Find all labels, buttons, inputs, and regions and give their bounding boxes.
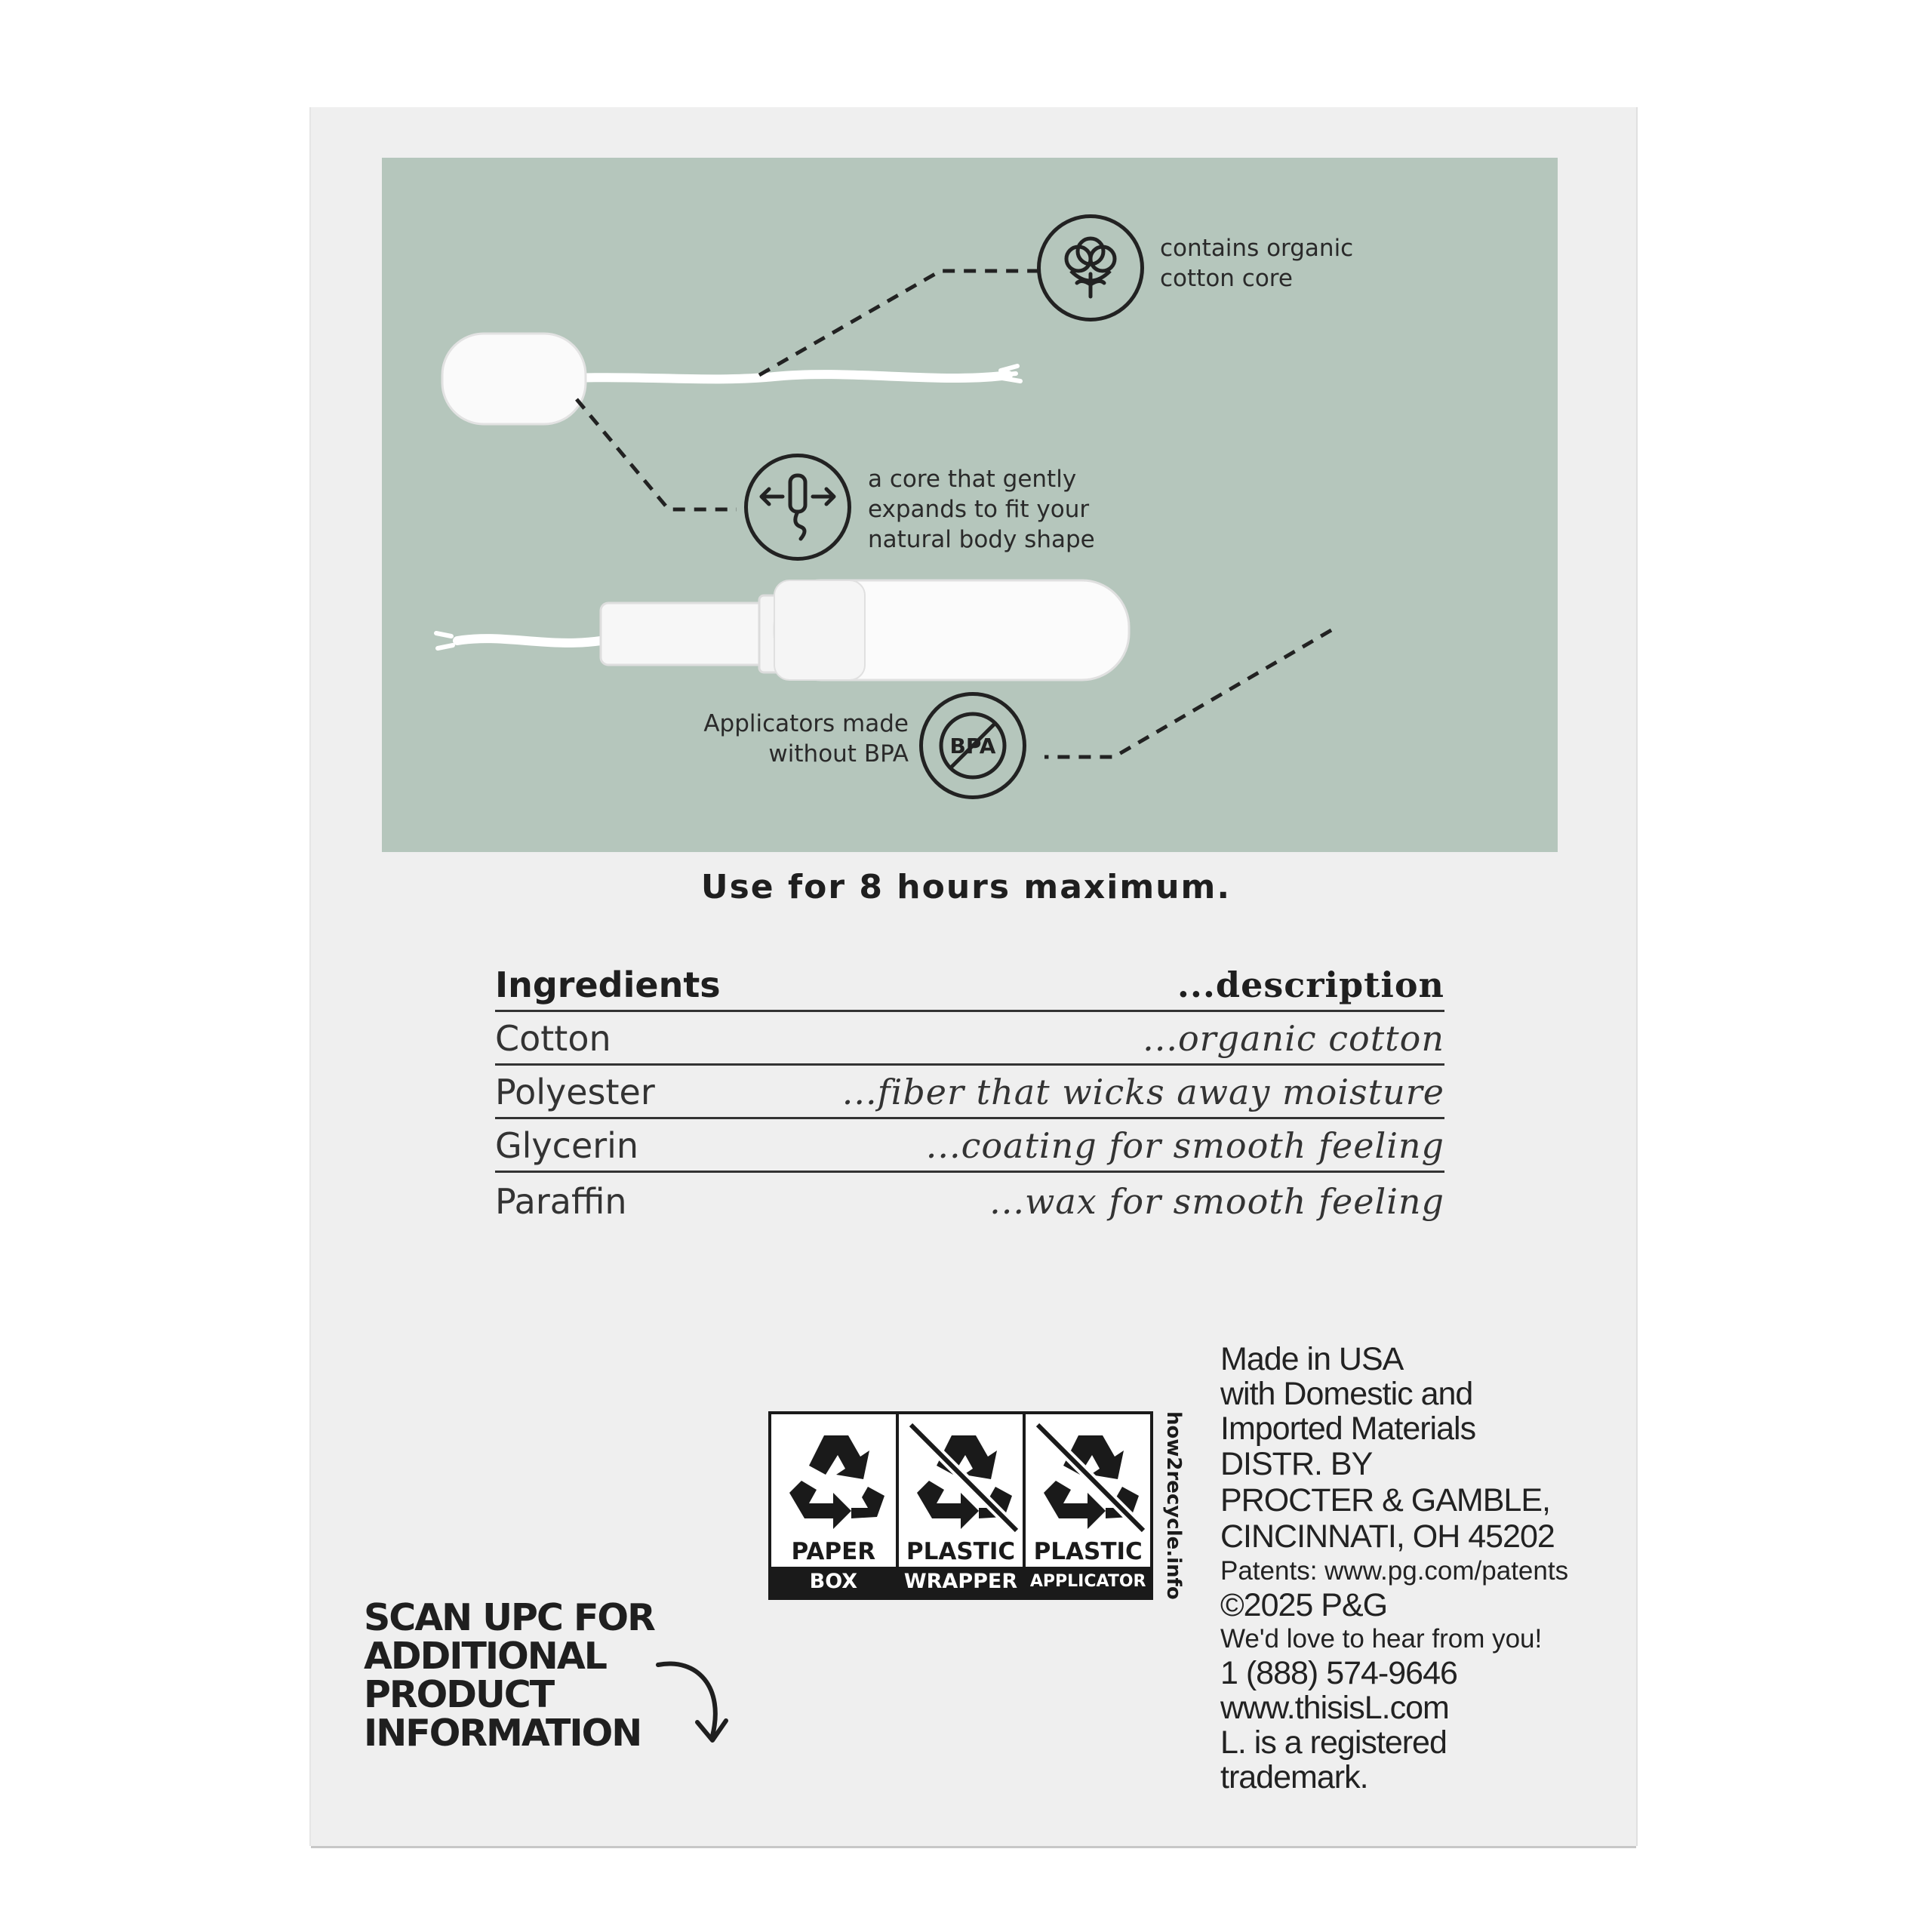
- product-illustration-panel: [382, 158, 1558, 852]
- distributor-line: CINCINNATI, OH 45202: [1220, 1518, 1555, 1555]
- how2recycle-label: [768, 1411, 1153, 1600]
- made-in-line: with Domestic and: [1220, 1376, 1473, 1412]
- callout-expanding-core: a core that gently expands to fit your natural body shape: [868, 466, 1095, 553]
- recycle-type: APPLICATOR: [1024, 1567, 1152, 1597]
- made-in-line: Imported Materials: [1220, 1411, 1476, 1447]
- applicator-plunger: [601, 603, 767, 665]
- distributor-line: DISTR. BY: [1220, 1446, 1373, 1482]
- recycle-material: PLASTIC: [906, 1538, 1016, 1565]
- ingredient-desc: ...fiber that wicks away moisture: [841, 1072, 1444, 1112]
- ingredients-header-name: Ingredients: [495, 964, 721, 1005]
- recycle-cell-applicator: [1026, 1414, 1150, 1597]
- table-row: [495, 1119, 1444, 1173]
- callout-no-bpa: Applicators made without BPA: [703, 710, 909, 768]
- table-row: [495, 1173, 1444, 1226]
- leader-line-expand: [577, 399, 737, 509]
- patents-line: Patents: www.pg.com/patents: [1220, 1556, 1569, 1586]
- trademark-line: trademark.: [1220, 1759, 1368, 1795]
- bpa-icon-text: BPA: [949, 734, 996, 758]
- made-in-line: Made in USA: [1220, 1341, 1404, 1377]
- ingredient-desc: ...wax for smooth feeling: [989, 1181, 1444, 1222]
- scan-line: SCAN UPC FOR: [364, 1596, 654, 1639]
- scan-line: ADDITIONAL: [364, 1635, 606, 1678]
- ingredients-table: [495, 958, 1444, 1226]
- recycle-cell-wrapper: [899, 1414, 1026, 1597]
- down-arrow-icon: [652, 1657, 743, 1755]
- recycle-material: PAPER: [791, 1538, 876, 1565]
- tampon-body-top: [442, 334, 586, 424]
- usage-note: Use for 8 hours maximum.: [700, 868, 1232, 906]
- recycle-type: WRAPPER: [897, 1567, 1025, 1597]
- callout-organic-cotton: contains organic cotton core: [1160, 235, 1354, 292]
- ingredient-name: Cotton: [495, 1018, 611, 1059]
- copyright-line: ©2025 P&G: [1220, 1587, 1388, 1623]
- no-bpa-icon: [919, 692, 1026, 799]
- leader-line-organic: [759, 271, 1042, 375]
- ingredient-desc: ...coating for smooth feeling: [925, 1125, 1444, 1166]
- ingredient-name: Glycerin: [495, 1125, 639, 1166]
- trademark-line: L. is a registered: [1220, 1724, 1447, 1761]
- ingredient-name: Polyester: [495, 1072, 655, 1112]
- ingredient-name: Paraffin: [495, 1181, 627, 1222]
- manufacturer-info: [1220, 1342, 1628, 1795]
- cotton-boll-icon: [1037, 214, 1144, 321]
- tampon-string-top: [530, 374, 1008, 382]
- how2recycle-site: how2recycle.info: [1162, 1411, 1185, 1600]
- expanding-core-icon: [744, 454, 851, 561]
- table-row: [495, 1066, 1444, 1119]
- ingredient-desc: ...organic cotton: [1143, 1018, 1444, 1059]
- table-row: [495, 1012, 1444, 1066]
- scan-line: PRODUCT: [364, 1673, 554, 1716]
- ingredients-header-desc: ...description: [1177, 964, 1444, 1005]
- not-recyclable-icon: [1033, 1420, 1146, 1534]
- distributor-line: PROCTER & GAMBLE,: [1220, 1482, 1550, 1518]
- recycle-cell-box: [771, 1414, 899, 1597]
- phone-number: 1 (888) 574-9646: [1220, 1655, 1457, 1691]
- recycle-icon: [779, 1420, 892, 1534]
- recycle-material: PLASTIC: [1033, 1538, 1143, 1565]
- applicator-string: [457, 638, 601, 643]
- website: www.thisisL.com: [1220, 1690, 1449, 1726]
- scan-line: INFORMATION: [364, 1712, 641, 1755]
- recycle-type: BOX: [770, 1567, 897, 1597]
- contact-intro: We'd love to hear from you!: [1220, 1624, 1543, 1654]
- not-recyclable-icon: [906, 1420, 1020, 1534]
- ingredients-header-row: [495, 958, 1444, 1012]
